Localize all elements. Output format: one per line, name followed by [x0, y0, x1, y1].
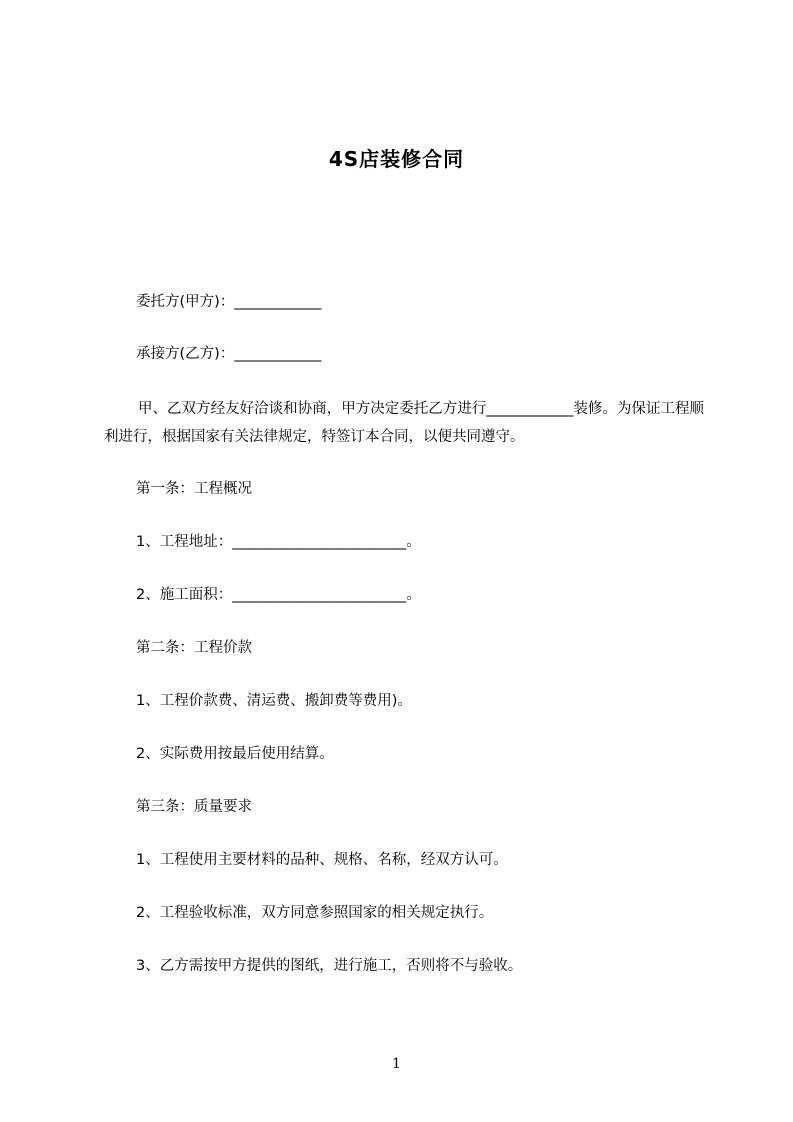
party-b-line: 承接方(乙方)：____________ [136, 346, 322, 362]
page-number: 1 [392, 1056, 401, 1072]
article3-item-1: 1、工程使用主要材料的品种、规格、名称，经双方认可。 [136, 852, 508, 868]
article3-item-2: 2、工程验收标准，双方同意参照国家的相关规定执行。 [136, 905, 494, 921]
article3-item-3: 3、乙方需按甲方提供的图纸，进行施工，否则将不与验收。 [136, 958, 523, 974]
article1-item-1: 1、工程地址：________________________。 [136, 534, 421, 550]
article2-item-1: 1、工程价款费、清运费、搬卸费等费用)。 [136, 693, 412, 709]
article1-item-2: 2、施工面积：________________________。 [136, 587, 421, 603]
party-a-line: 委托方(甲方)：____________ [136, 294, 322, 310]
article3-heading: 第三条：质量要求 [136, 799, 252, 815]
article1-heading: 第一条：工程概况 [136, 481, 252, 497]
article2-heading: 第二条：工程价款 [136, 640, 252, 656]
document-title: 4S店装修合同 [328, 147, 465, 171]
intro-paragraph: 甲、乙双方经友好洽谈和协商，甲方决定委托乙方进行____________装修。为保证工程顺利进行，根据国家有关法律规定，特签订本合同，以便共同遵守。 [104, 401, 704, 445]
article2-item-2: 2、实际费用按最后使用结算。 [136, 746, 334, 762]
